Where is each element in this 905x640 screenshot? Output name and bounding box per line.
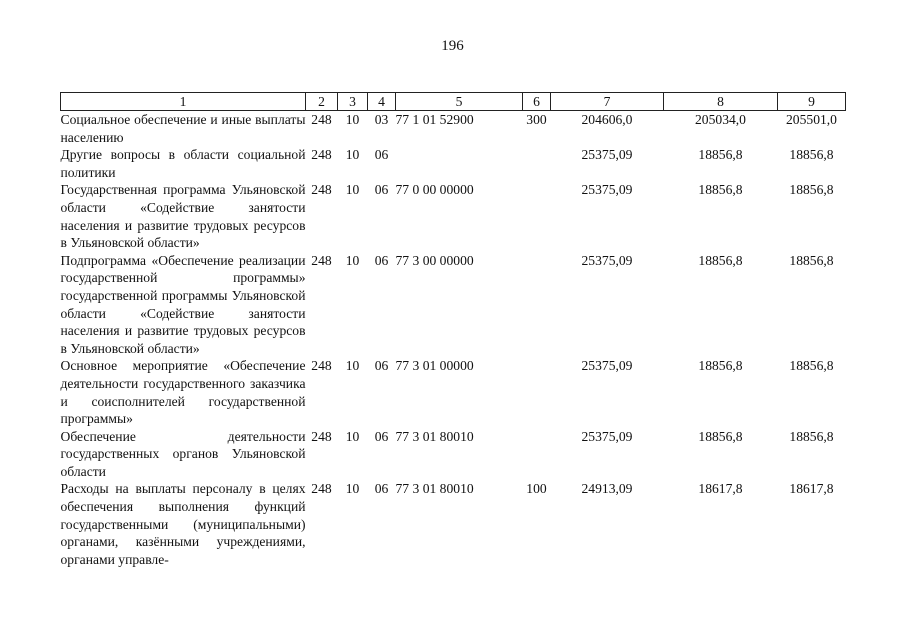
row-col-7: 24913,09 [581,481,633,497]
row-col-5: 77 3 01 80010 [395,428,474,444]
table-row [61,480,846,568]
row-col-7: 25375,09 [581,358,633,374]
row-col-7: 204606,0 [581,112,633,127]
row-col-4: 03 [374,112,389,127]
row-col-6: 300 [526,112,547,127]
row-name: Другие вопросы в области социальной политики [60,147,306,180]
row-col-5: 77 3 01 00000 [395,358,474,374]
row-col-3: 10 [345,182,360,198]
row-col-9: 18856,8 [789,147,834,163]
row-col-7: 25375,09 [581,147,633,163]
column-header-7: 7 [551,93,664,111]
row-col-6 [523,146,551,181]
row-name: Обеспечение деятельности государственных органов Ульяновской области [60,428,306,479]
row-col-3: 10 [345,252,360,268]
row-col-3: 10 [345,428,360,444]
row-col-2: 248 [311,182,332,198]
row-col-5: 77 3 01 80010 [395,481,474,497]
row-col-6: 100 [526,481,547,497]
row-col-8: 18856,8 [698,252,743,268]
row-col-6 [523,428,551,481]
row-col-8: 18856,8 [698,147,743,163]
row-col-4: 06 [374,428,389,444]
row-col-8: 18856,8 [698,428,743,444]
row-col-8: 205034,0 [695,112,746,127]
row-col-7: 25375,09 [581,182,633,198]
column-header-9: 9 [778,93,846,111]
column-header-1: 1 [61,93,306,111]
row-col-6 [523,181,551,251]
budget-table [60,92,846,568]
row-name: Социальное обеспечение и иные выплаты населению [60,112,306,145]
row-name: Подпрограмма «Обеспечение реализации государственной программы» государственной программы Ульяновской области «Содействие занятости населения и развитие трудовых ресурсов в Ульяновской области» [60,252,306,356]
row-col-9: 18856,8 [789,252,834,268]
row-col-6 [523,252,551,358]
row-col-3: 10 [345,147,360,163]
row-col-5: 77 1 01 52900 [395,112,474,127]
row-col-2: 248 [311,112,332,127]
row-col-4: 06 [374,147,389,163]
column-header-8: 8 [664,93,778,111]
table-row [61,252,846,358]
row-name: Расходы на выплаты персоналу в целях обеспечения выполнения функций государственными (муниципальными) органами, казёнными учреждениями, органами управле- [60,481,306,567]
row-col-4: 06 [374,252,389,268]
table-row [61,428,846,481]
row-col-7: 25375,09 [581,252,633,268]
table-header-row [61,93,846,111]
column-header-2: 2 [306,93,338,111]
row-col-4: 06 [374,481,389,497]
column-header-5: 5 [396,93,523,111]
row-col-3: 10 [345,358,360,374]
row-col-2: 248 [311,358,332,374]
row-col-3: 10 [345,481,360,497]
row-col-5 [396,146,523,181]
row-col-9: 18856,8 [789,358,834,374]
row-col-8: 18856,8 [698,358,743,374]
row-col-7: 25375,09 [581,428,633,444]
column-header-6: 6 [523,93,551,111]
row-col-6 [523,357,551,427]
table-row [61,111,846,147]
row-col-9: 18856,8 [789,182,834,198]
row-name: Основное мероприятие «Обеспечение деятельности государственного заказчика и соисполнителей государственной программы» [60,358,306,427]
table-row [61,357,846,427]
row-col-4: 06 [374,358,389,374]
row-col-5: 77 0 00 00000 [395,182,474,198]
row-col-9: 205501,0 [786,112,837,127]
row-col-5: 77 3 00 00000 [395,252,474,268]
table-row [61,146,846,181]
table-row [61,181,846,251]
row-col-2: 248 [311,252,332,268]
row-col-9: 18856,8 [789,428,834,444]
column-header-4: 4 [368,93,396,111]
row-col-8: 18617,8 [698,481,743,497]
row-col-3: 10 [345,112,360,127]
row-col-4: 06 [374,182,389,198]
column-header-3: 3 [338,93,368,111]
row-col-9: 18617,8 [789,481,834,497]
page-number: 196 [441,38,464,54]
row-col-2: 248 [311,428,332,444]
row-name: Государственная программа Ульяновской области «Содействие занятости населения и развитие трудовых ресурсов в Ульяновской области» [60,182,306,251]
row-col-8: 18856,8 [698,182,743,198]
row-col-2: 248 [311,481,332,497]
row-col-2: 248 [311,147,332,163]
